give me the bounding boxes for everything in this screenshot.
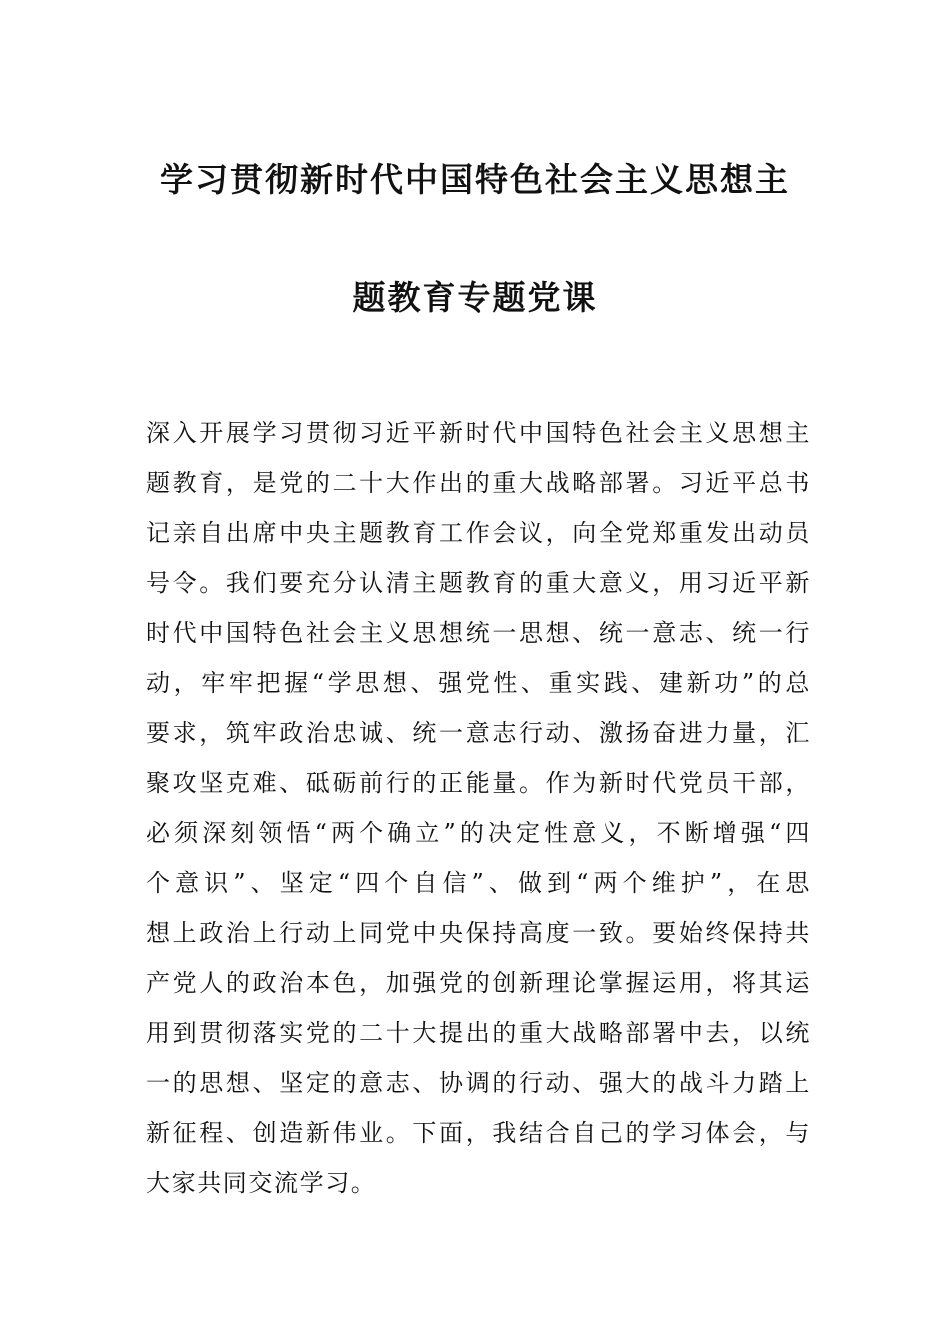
body-line: 记亲自出席中央主题教育工作会议，向全党郑重发出动员 bbox=[146, 519, 811, 547]
body-line: 号令。我们要充分认清主题教育的重大意义，用习近平新 bbox=[146, 569, 811, 597]
body-line: 产党人的政治本色，加强党的创新理论掌握运用，将其运 bbox=[146, 969, 811, 997]
document-title-line-2: 题教育专题党课 bbox=[352, 278, 598, 317]
body-line: 想上政治上行动上同党中央保持高度一致。要始终保持共 bbox=[146, 919, 811, 947]
body-line: 用到贯彻落实党的二十大提出的重大战略部署中去，以统 bbox=[146, 1019, 811, 1047]
body-line: 聚攻坚克难、砥砺前行的正能量。作为新时代党员干部， bbox=[146, 769, 811, 797]
body-line: 深入开展学习贯彻习近平新时代中国特色社会主义思想主 bbox=[146, 419, 811, 447]
body-paragraph bbox=[146, 408, 811, 1208]
body-line: 个意识”、坚定“四个自信”、做到“两个维护”，在思 bbox=[146, 869, 811, 897]
body-line: 大家共同交流学习。 bbox=[146, 1169, 377, 1197]
body-line: 必须深刻领悟“两个确立”的决定性意义，不断增强“四 bbox=[146, 819, 811, 847]
document-title-line-1: 学习贯彻新时代中国特色社会主义思想主 bbox=[160, 160, 790, 199]
body-line: 要求，筑牢政治忠诚、统一意志行动、激扬奋进力量，汇 bbox=[146, 719, 811, 747]
body-line: 时代中国特色社会主义思想统一思想、统一意志、统一行 bbox=[146, 619, 811, 647]
body-line: 动，牢牢把握“学思想、强党性、重实践、建新功”的总 bbox=[146, 669, 811, 697]
body-line: 一的思想、坚定的意志、协调的行动、强大的战斗力踏上 bbox=[146, 1069, 811, 1097]
body-line: 新征程、创造新伟业。下面，我结合自己的学习体会，与 bbox=[146, 1119, 811, 1147]
body-line: 题教育，是党的二十大作出的重大战略部署。习近平总书 bbox=[146, 469, 811, 497]
